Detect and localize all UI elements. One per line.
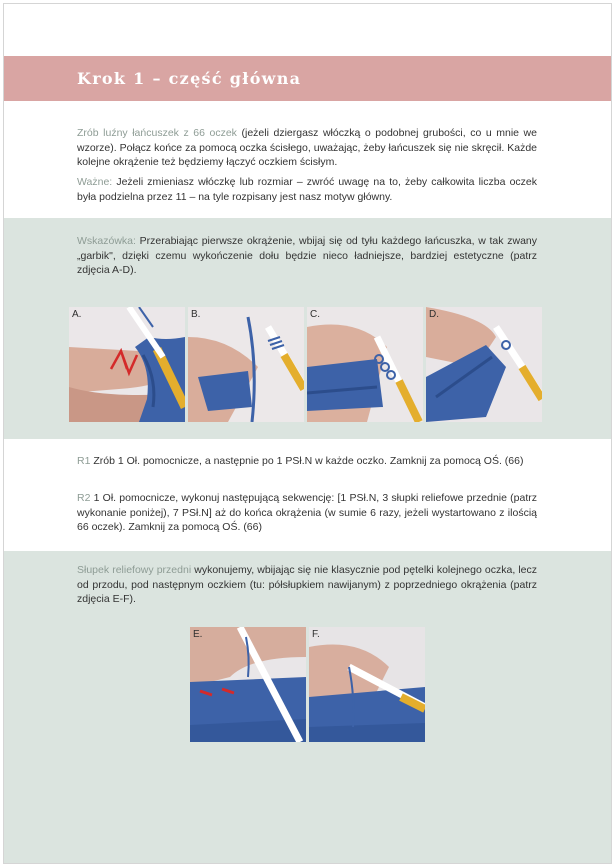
rows-section bbox=[4, 439, 611, 551]
important-paragraph bbox=[77, 175, 537, 204]
title-banner bbox=[4, 56, 611, 101]
photo-label-c: C. bbox=[310, 309, 320, 320]
tip-text: Przerabiając pierwsze okrążenie, wbijaj się od tyłu każdego łańcuszka, w tak zwany „garbik", dzięki czemu wykończenie dołu będzie nieco ładniejsze, bardziej estetyczne (patrz zdjęcia A-D). bbox=[77, 235, 537, 276]
row-2-text: 1 Oł. pomocnicze, wykonuj następującą sekwencję: [1 PSł.N, 3 słupki reliefowe przednie (patrz wykonanie poniżej), 7 PSł.N] aż do końca okrążenia (w sumie 6 razy, jeżeli wystartowano z ilością 66 oczek). Zamknij za pomocą OŚ. (66) bbox=[77, 492, 537, 533]
photo-label-f: F. bbox=[312, 629, 320, 640]
important-text: Jeżeli zmieniasz włóczkę lub rozmiar – zwróć uwagę na to, żeby całkowita liczba oczek była podzielna przez 11 – na tyle rozpisany jest nasz motyw główny. bbox=[77, 176, 537, 203]
relief-paragraph bbox=[77, 563, 537, 607]
photo-f bbox=[309, 627, 425, 742]
tip-paragraph bbox=[77, 234, 537, 278]
page bbox=[3, 3, 612, 864]
row-1-paragraph bbox=[77, 454, 537, 469]
photo-label-b: B. bbox=[191, 309, 201, 320]
crochet-photo-icon bbox=[188, 307, 304, 422]
crochet-photo-icon bbox=[309, 627, 425, 742]
intro-paragraph-1 bbox=[77, 126, 537, 170]
photo-a bbox=[69, 307, 185, 422]
relief-label: Słupek reliefowy przedni bbox=[77, 564, 192, 576]
intro-section bbox=[4, 101, 611, 218]
crochet-photo-icon bbox=[69, 307, 185, 422]
photo-e bbox=[190, 627, 306, 742]
photo-b bbox=[188, 307, 304, 422]
crochet-photo-icon bbox=[307, 307, 423, 422]
row-2-paragraph bbox=[77, 491, 537, 535]
crochet-photo-icon bbox=[190, 627, 306, 742]
page-title: Krok 1 – część główna bbox=[77, 69, 302, 88]
row-1-label: R1 bbox=[77, 455, 91, 467]
intro-text: (jeżeli dziergasz włóczką o podobnej grubości, co u mnie we wzorze). Połącz końce za pomocą oczka ścisłego, uważając, żeby łańcuszek się nie skręcił. Każde kolejne okrążenie też będziemy łączyć oczkiem ścisłym. bbox=[77, 127, 537, 168]
tip-label: Wskazówka: bbox=[77, 235, 136, 247]
photo-label-a: A. bbox=[72, 309, 82, 320]
important-label: Ważne: bbox=[77, 176, 113, 188]
crochet-photo-icon bbox=[426, 307, 542, 422]
row-1-text: Zrób 1 Oł. pomocnicze, a następnie po 1 PSł.N w każde oczko. Zamknij za pomocą OŚ. (66) bbox=[90, 455, 524, 467]
photo-d bbox=[426, 307, 542, 422]
intro-highlight: Zrób luźny łańcuszek z 66 oczek bbox=[77, 127, 237, 139]
photo-label-d: D. bbox=[429, 309, 439, 320]
relief-text: wykonujemy, wbijając się nie klasycznie pod pętelki kolejnego oczka, lecz od przodu, pod następnym oczkiem (tu: półsłupkiem nawijanym) z poprzedniego okrążenia (patrz zdjęcia E-F). bbox=[77, 564, 537, 605]
row-2-label: R2 bbox=[77, 492, 91, 504]
photo-label-e: E. bbox=[193, 629, 203, 640]
photo-c bbox=[307, 307, 423, 422]
relief-section bbox=[4, 551, 611, 863]
tip-section bbox=[4, 218, 611, 439]
